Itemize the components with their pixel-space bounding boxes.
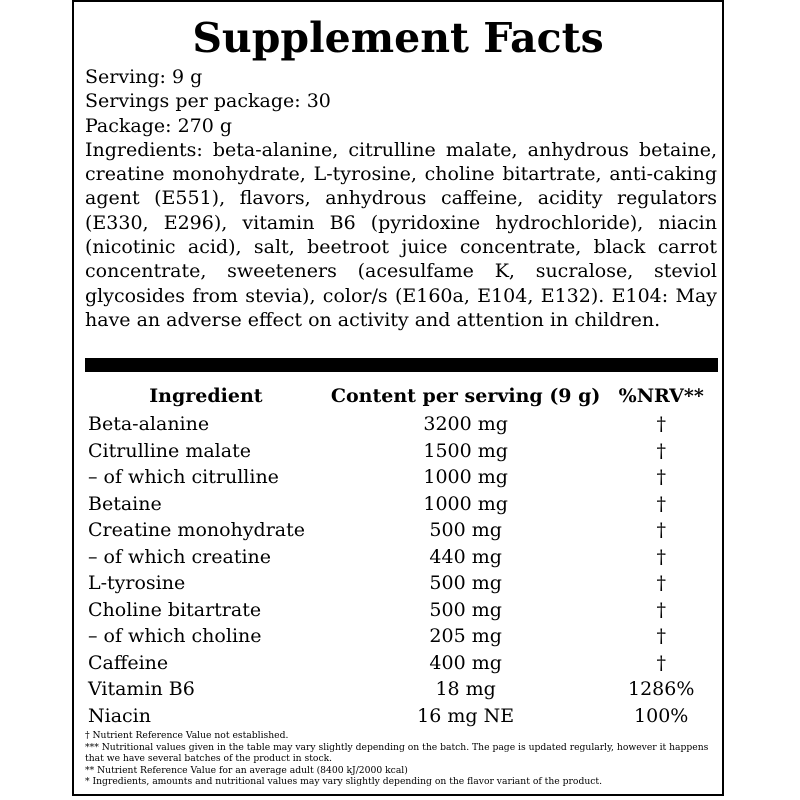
serving-info bbox=[85, 65, 717, 332]
serving-size: Serving: 9 g bbox=[85, 66, 203, 88]
table-row bbox=[85, 570, 718, 597]
ingredient-amount: 18 mg bbox=[435, 678, 496, 700]
ingredient-amount: 1000 mg bbox=[423, 492, 508, 515]
ingredient-nrv: 1286% bbox=[628, 678, 695, 700]
ingredient-amount: 1500 mg bbox=[423, 439, 508, 462]
servings-per-package: Servings per package: 30 bbox=[85, 90, 331, 113]
ingredient-name: Beta-alanine bbox=[88, 413, 210, 435]
ingredient-amount: 205 mg bbox=[429, 625, 502, 647]
table-row bbox=[85, 438, 718, 465]
ingredient-nrv: † bbox=[656, 572, 666, 594]
package-size: Package: 270 g bbox=[85, 114, 233, 137]
page-title: Supplement Facts bbox=[192, 14, 604, 62]
ingredient-nrv: † bbox=[656, 413, 666, 435]
facts-table bbox=[85, 382, 718, 729]
table-row bbox=[85, 597, 718, 624]
header-content: Content per serving (9 g) bbox=[330, 385, 601, 408]
header-ingredient: Ingredient bbox=[149, 385, 263, 408]
ingredient-name: Creatine monohydrate bbox=[88, 519, 305, 541]
ingredient-name: Vitamin B6 bbox=[88, 678, 195, 700]
ingredient-nrv: † bbox=[656, 625, 666, 647]
ingredient-nrv: † bbox=[656, 492, 666, 515]
footnote-nrv-not-established: † Nutrient Reference Value not established. bbox=[85, 730, 289, 741]
ingredient-name: Citrulline malate bbox=[88, 439, 251, 462]
ingredient-name: Choline bitartrate bbox=[88, 598, 262, 621]
table-row bbox=[85, 676, 718, 703]
ingredient-name: Caffeine bbox=[88, 651, 169, 674]
table-row bbox=[85, 517, 718, 544]
ingredient-amount: 500 mg bbox=[429, 572, 502, 594]
ingredient-name: – of which creatine bbox=[88, 545, 272, 568]
ingredient-amount: 1000 mg bbox=[423, 466, 508, 488]
footnotes bbox=[85, 730, 720, 788]
table-row bbox=[85, 411, 718, 438]
footnote-batch-variation: *** Nutritional values given in the table may vary slightly depending on the batch. The page is updated regularly, however it happens that we have several batches of the product in stock. bbox=[85, 741, 709, 765]
ingredient-amount: 3200 mg bbox=[423, 413, 508, 435]
ingredient-amount: 16 mg NE bbox=[417, 704, 515, 727]
ingredient-name: Betaine bbox=[88, 492, 162, 515]
table-row bbox=[85, 464, 718, 491]
ingredient-amount: 400 mg bbox=[429, 651, 502, 674]
ingredient-nrv: † bbox=[656, 519, 666, 541]
footnote-flavor-variation: * Ingredients, amounts and nutritional values may vary slightly depending on the flavor variant of the product. bbox=[85, 776, 602, 788]
ingredient-nrv: † bbox=[656, 598, 666, 621]
ingredients-text: Ingredients: beta-alanine, citrulline malate, anhydrous betaine, creatine monohydrate, L-tyrosine, choline bitartrate, anti-caking agent (E551), flavors, anhydrous caffeine, acidity regulators (E330, E296), vitamin B6 (pyridoxine hydrochloride), niacin (nicotinic acid), salt, beetroot juice concentrate, black carrot concentrate, sweeteners (acesulfame K, sucralose, steviol glycosides from stevia), color/s (E160a, E104, E132). E104: May have an adverse effect on activity and attention in children. bbox=[85, 138, 717, 331]
ingredient-nrv: 100% bbox=[634, 704, 689, 727]
ingredient-amount: 500 mg bbox=[429, 598, 502, 621]
ingredient-amount: 500 mg bbox=[429, 519, 502, 541]
table-row bbox=[85, 491, 718, 518]
ingredient-nrv: † bbox=[656, 439, 666, 462]
ingredient-name: – of which choline bbox=[88, 625, 262, 647]
ingredient-name: – of which citrulline bbox=[88, 466, 279, 488]
table-row bbox=[85, 623, 718, 650]
header-nrv: %NRV** bbox=[618, 385, 704, 408]
ingredient-nrv: † bbox=[656, 545, 666, 568]
table-row bbox=[85, 650, 718, 677]
table-row bbox=[85, 703, 718, 730]
table-header-row bbox=[85, 382, 718, 411]
table-row bbox=[85, 544, 718, 571]
footnote-nrv-reference: ** Nutrient Reference Value for an average adult (8400 kJ/2000 kcal) bbox=[85, 764, 408, 776]
ingredient-nrv: † bbox=[656, 651, 666, 674]
ingredient-name: Niacin bbox=[88, 704, 151, 727]
divider-bar bbox=[85, 358, 718, 372]
supplement-facts-panel bbox=[72, 0, 724, 796]
ingredient-amount: 440 mg bbox=[429, 545, 502, 568]
ingredient-nrv: † bbox=[656, 466, 666, 488]
ingredient-name: L-tyrosine bbox=[88, 572, 186, 594]
